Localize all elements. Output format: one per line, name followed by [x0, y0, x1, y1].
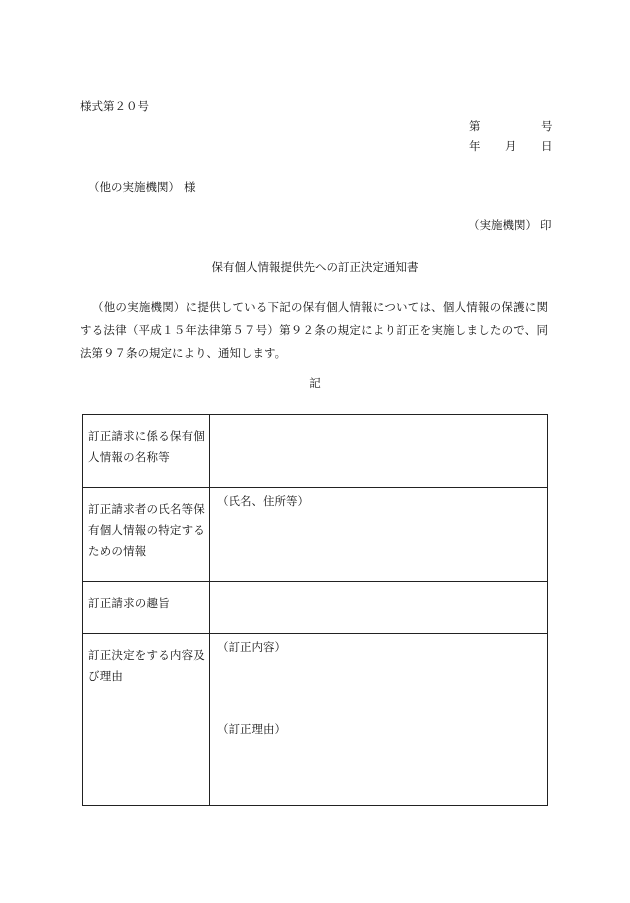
row-label: 訂正請求に係る保有個人情報の名称等 — [83, 415, 210, 488]
record-table — [82, 414, 548, 806]
date-month: 月 — [505, 139, 517, 153]
form-number: 様式第２０号 — [80, 99, 149, 113]
row-value — [210, 634, 548, 806]
row-value — [210, 582, 548, 634]
row-value: （氏名、住所等） — [210, 488, 548, 582]
row-label: 訂正請求の趣旨 — [83, 582, 210, 634]
correction-content-label: （訂正内容） — [217, 640, 286, 654]
table-row — [83, 582, 548, 634]
row-value — [210, 415, 548, 488]
row-label: 訂正決定をする内容及び理由 — [83, 634, 210, 806]
addressee-honorific: 様 — [184, 180, 196, 194]
table-row — [83, 488, 548, 582]
document-number-prefix: 第 — [469, 119, 481, 133]
document-title: 保有個人情報提供先への訂正決定通知書 — [211, 260, 419, 274]
record-label: 記 — [309, 376, 321, 390]
seal-mark: 印 — [540, 218, 552, 232]
row-label: 訂正請求者の氏名等保有個人情報の特定するための情報 — [83, 488, 210, 582]
date-year: 年 — [469, 139, 481, 153]
document-number-suffix: 号 — [541, 119, 553, 133]
date-day: 日 — [541, 139, 553, 153]
addressee-name: （他の実施機関） — [88, 180, 180, 194]
body-paragraph: （他の実施機関）に提供している下記の保有個人情報については、個人情報の保護に関する法律（平成１５年法律第５７号）第９２条の規定により訂正を実施しましたので、同法第９７条の規定により、通知します。 — [80, 300, 548, 360]
spacer — [217, 657, 541, 719]
table-row — [83, 415, 548, 488]
table-row — [83, 634, 548, 806]
correction-reason-label: （訂正理由） — [217, 722, 286, 736]
sender-name: （実施機関） — [468, 218, 537, 232]
